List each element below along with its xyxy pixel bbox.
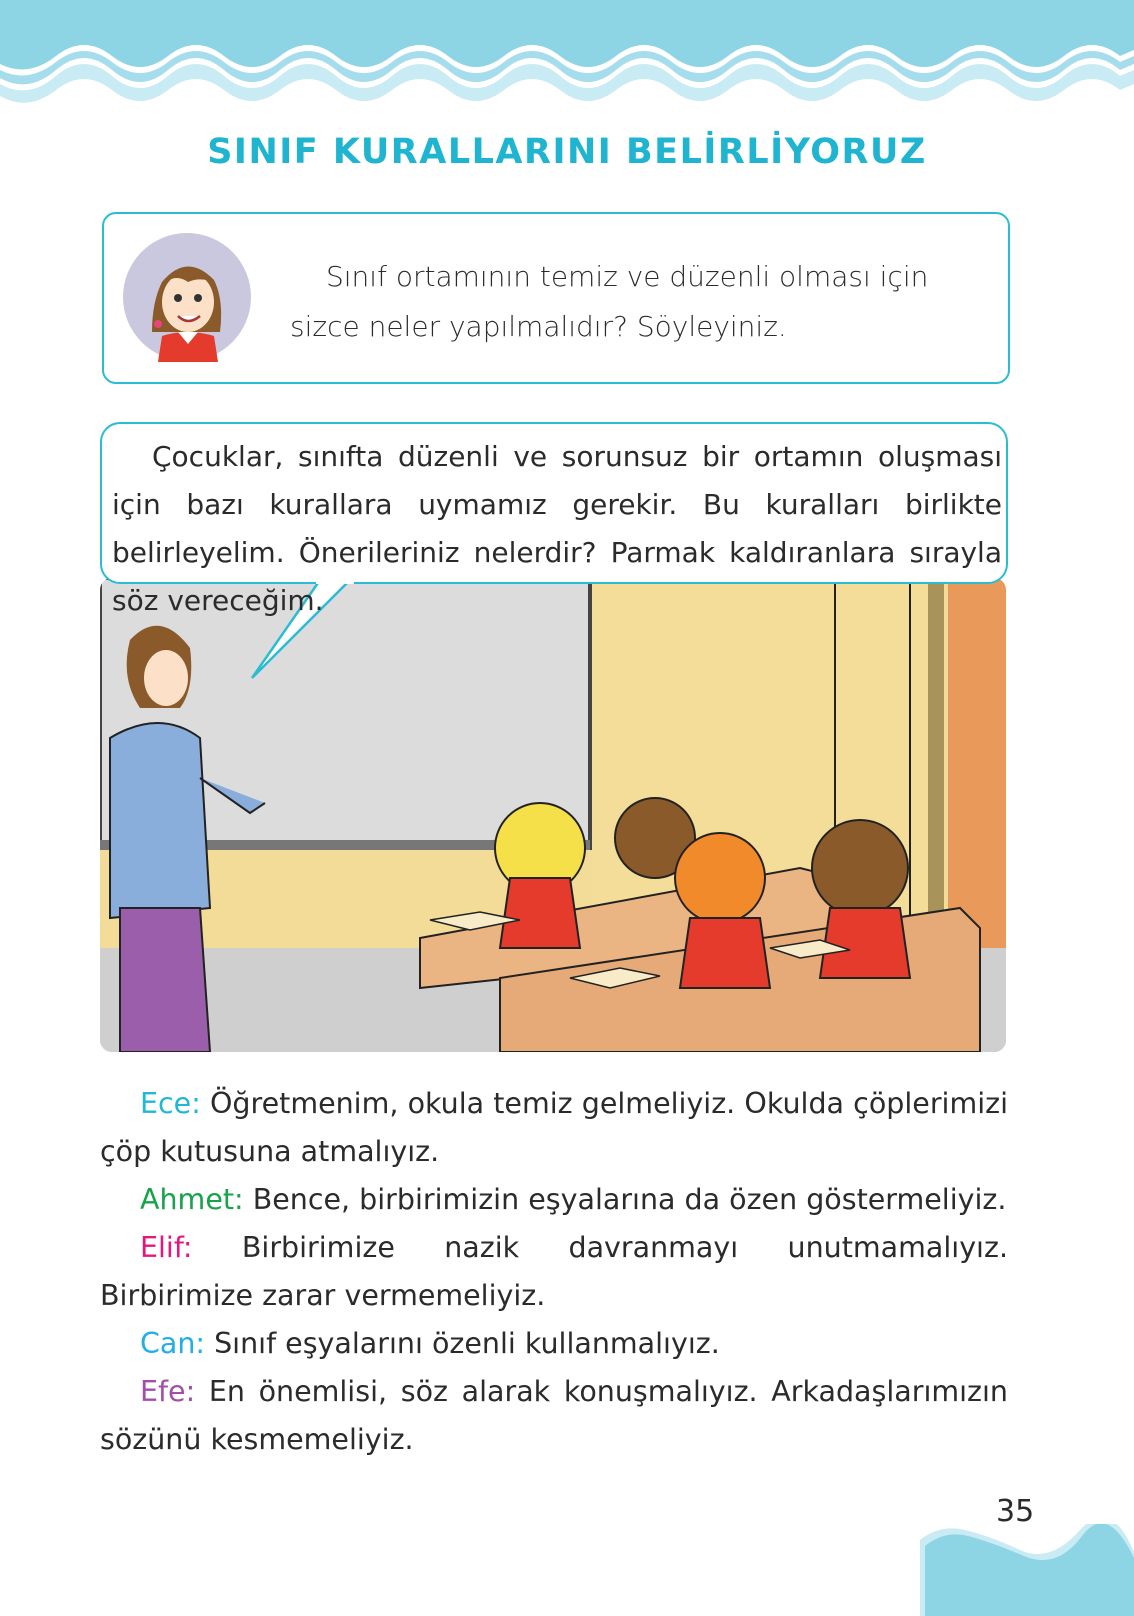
teacher-speech-content: Çocuklar, sınıfta düzenli ve sorunsuz bir ortamın oluşması için bazı kurallara uymamız gerekir. Bu kuralları birlikte belirleyelim. Önerileriniz nelerdir? Parmak kaldıranlara sırayla söz vereceğim.: [112, 440, 1002, 617]
teacher-speech-text: [112, 433, 1002, 625]
girl-avatar-icon: [122, 232, 252, 362]
dialogue-line-elif: [100, 1224, 1008, 1320]
dialogue-text: En önemlisi, söz alarak konuşmalıyız. Arkadaşlarımızın sözünü kesmemeliyiz.: [100, 1375, 1008, 1456]
dialogue-text: Sınıf eşyalarını özenli kullanmalıyız.: [214, 1327, 720, 1360]
dialogue-line-efe: [100, 1368, 1008, 1464]
speaker-name: Ece:: [140, 1087, 201, 1120]
dialogue-text: Bence, birbirimizin eşyalarına da özen göstermeliyiz.: [252, 1183, 1007, 1216]
dialogue-line-ahmet: [100, 1176, 1008, 1224]
speaker-name: Elif:: [140, 1231, 193, 1264]
top-wave-decoration: [0, 0, 1134, 110]
dialogue-line-ece: [100, 1080, 1008, 1176]
student-dialogue: [100, 1080, 1008, 1464]
bottom-wave-decoration: [920, 1524, 1134, 1616]
question-text: [290, 252, 990, 352]
question-text-content: Sınıf ortamının temiz ve düzenli olması için sizce neler yapılmalıdır? Söyleyiniz.: [290, 260, 929, 343]
dialogue-text: Öğretmenim, okula temiz gelmeliyiz. Okulda çöplerimizi çöp kutusuna atmalıyız.: [100, 1087, 1009, 1168]
page-title: SINIF KURALLARINI BELİRLİYORUZ: [207, 132, 927, 172]
speaker-name: Ahmet:: [140, 1183, 244, 1216]
speaker-name: Can:: [140, 1327, 206, 1360]
speaker-name: Efe:: [140, 1375, 196, 1408]
classroom-illustration: [100, 578, 1006, 1052]
dialogue-line-can: [100, 1320, 1008, 1368]
page-number: 35: [996, 1494, 1035, 1529]
dialogue-text: Birbirimize nazik davranmayı unutmamalıyız. Birbirimize zarar vermemeliyiz.: [100, 1231, 1008, 1312]
